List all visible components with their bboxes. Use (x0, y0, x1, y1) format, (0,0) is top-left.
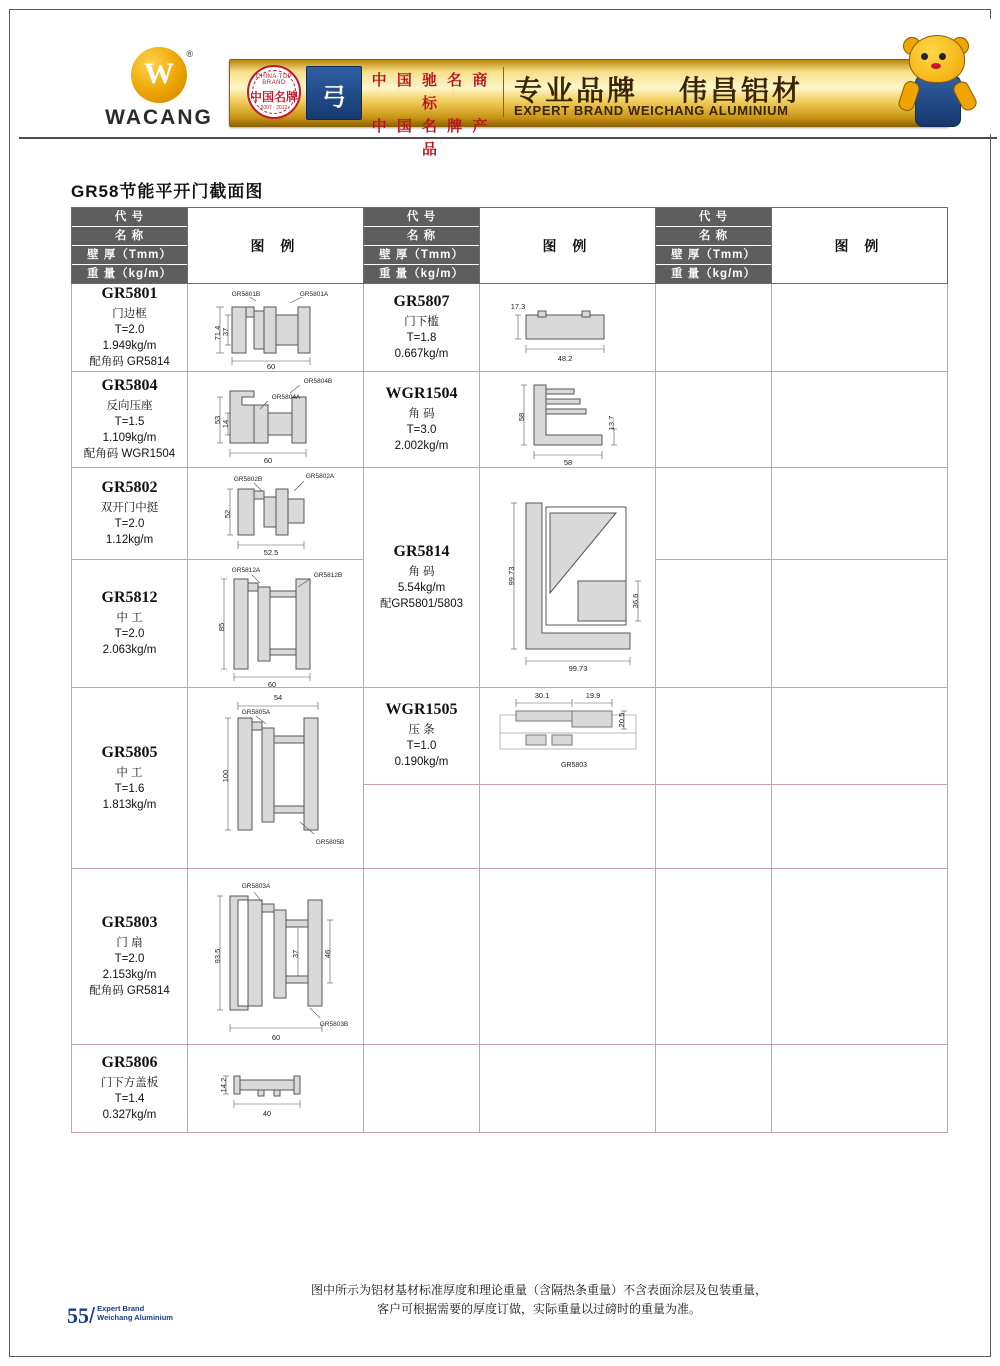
header-weight-1: 重 量（kg/m） (72, 265, 187, 283)
empty-cell (656, 869, 772, 1045)
weight-gr5807: 0.667kg/m (394, 348, 449, 360)
empty-cell (772, 468, 948, 560)
label-gr5802a: GR5802A (305, 472, 334, 480)
dim-54: 54 (273, 693, 282, 702)
extra-gr5804: 配角码 WGR1504 (83, 448, 176, 460)
dim-100: 100 (220, 769, 230, 783)
label-gr5812a: GR5812A (231, 566, 260, 574)
logo-wordmark: WACANG (105, 106, 213, 129)
weight-wgr1505: 0.190kg/m (394, 756, 449, 769)
empty-cell (656, 784, 772, 868)
drawing-gr5807 (480, 284, 656, 372)
brand-emblem-glyph: 弓 (322, 85, 346, 111)
header-name-1: 名 称 (72, 227, 187, 246)
empty-cell (772, 560, 948, 688)
name-wgr1505: 压 条 (408, 724, 435, 737)
empty-cell (772, 1045, 948, 1133)
header-figure-3: 图 例 (772, 208, 948, 284)
header-weight-2: 重 量（kg/m） (364, 265, 479, 283)
name-gr5812: 中 工 (116, 612, 143, 624)
tiger-eye-left (921, 53, 928, 60)
label-gr5803b: GR5803B (319, 1020, 348, 1028)
dim-46: 46 (322, 949, 332, 958)
empty-cell (772, 284, 948, 372)
empty-cell (480, 784, 656, 868)
weight-gr5805: 1.813kg/m (102, 798, 157, 811)
header-name-2: 名 称 (364, 227, 479, 246)
header-spec-col-2 (364, 208, 480, 284)
dim-53: 53 (212, 415, 222, 424)
spec-cell-gr5805 (72, 688, 188, 869)
header-name-3: 名 称 (656, 227, 771, 246)
thickness-gr5805: T=1.6 (114, 782, 145, 795)
thickness-gr5802: T=2.0 (114, 518, 145, 530)
china-top-brand-seal-icon (247, 65, 301, 119)
drawing-gr5803 (188, 869, 364, 1045)
mascot-tiger-icon (891, 35, 981, 135)
code-gr5814: GR5814 (393, 543, 450, 560)
header-figure-2: 图 例 (480, 208, 656, 284)
code-gr5812: GR5812 (101, 589, 158, 606)
label-gr5801b: GR5801B (231, 290, 260, 298)
page-title: GR58节能平开门截面图 (71, 182, 264, 201)
empty-cell (656, 372, 772, 468)
dim-37: 37 (290, 949, 300, 958)
spec-cell-gr5803 (72, 869, 188, 1045)
empty-cell (656, 1045, 772, 1133)
spec-cell-gr5801 (72, 284, 188, 372)
name-gr5803: 门 扇 (116, 937, 143, 949)
dim-13-7: 13.7 (606, 415, 616, 430)
code-wgr1505: WGR1505 (385, 701, 458, 719)
dim-60: 60 (266, 361, 275, 371)
spec-cell-wgr1505 (364, 688, 480, 785)
empty-cell (656, 688, 772, 785)
weight-gr5801: 1.949kg/m (102, 340, 157, 352)
dim-14-2: 14.2 (218, 1077, 228, 1092)
logo-mark-letter: W (144, 57, 174, 90)
name-gr5814: 角 码 (408, 566, 435, 578)
dim-60: 60 (267, 679, 276, 687)
dim-99-73-h: 99.73 (568, 663, 587, 673)
award-text (367, 69, 495, 161)
seal-center-text: 中国名牌 (249, 90, 298, 104)
table-header-row (72, 208, 948, 284)
dim-14: 14 (220, 419, 230, 428)
footer-note-line-1: 图中所示为铝材基材标准厚度和理论重量（含隔热条重量）不含表面涂层及包装重量， (310, 1283, 767, 1297)
name-gr5801: 门边框 (112, 308, 147, 320)
thickness-gr5803: T=2.0 (114, 953, 145, 965)
dim-99-73-v: 99.73 (506, 566, 516, 585)
code-gr5803: GR5803 (101, 914, 158, 931)
dim-19-9: 19.9 (585, 690, 600, 700)
dim-20-5: 20.5 (616, 712, 626, 728)
footer-note (189, 1281, 889, 1319)
empty-cell (656, 284, 772, 372)
empty-cell (772, 869, 948, 1045)
table-row (72, 468, 948, 560)
page-slash: / (89, 1303, 96, 1328)
weight-gr5812: 2.063kg/m (102, 644, 157, 656)
empty-cell (364, 1045, 480, 1133)
thickness-gr5812: T=2.0 (114, 628, 145, 640)
table-row (72, 1045, 948, 1133)
table-row (72, 869, 948, 1045)
extra-gr5801: 配角码 GR5814 (89, 356, 170, 368)
header-spec-col-1 (72, 208, 188, 284)
weight-gr5804: 1.109kg/m (102, 432, 157, 444)
logo-mark-icon (131, 47, 193, 103)
dim-40: 40 (262, 1108, 271, 1118)
label-gr5803a: GR5803A (241, 882, 270, 890)
thickness-wgr1505: T=1.0 (406, 740, 437, 753)
code-gr5801: GR5801 (101, 285, 158, 302)
brand-title-en: EXPERT BRAND WEICHANG ALUMINIUM (514, 103, 789, 118)
weight-gr5806: 0.327kg/m (102, 1109, 157, 1121)
header-thickness-1: 壁 厚（Tmm） (72, 246, 187, 265)
header-code-2: 代 号 (364, 208, 479, 227)
header-figure-1: 图 例 (188, 208, 364, 284)
weight-wgr1504: 2.002kg/m (394, 440, 449, 452)
extra-gr5814: 配GR5801/5803 (379, 598, 464, 610)
header-thickness-2: 壁 厚（Tmm） (364, 246, 479, 265)
drawing-gr5806 (188, 1045, 364, 1133)
registered-trademark-icon: ® (186, 49, 193, 59)
name-gr5807: 门下槛 (404, 316, 439, 328)
empty-cell (656, 560, 772, 688)
table-row (72, 372, 948, 468)
code-gr5807: GR5807 (393, 293, 450, 310)
table-row (72, 688, 948, 785)
award-line-2: 中 国 名 牌 产 品 (371, 118, 491, 158)
dim-52-5: 52.5 (263, 547, 278, 557)
weight-gr5802: 1.12kg/m (105, 534, 154, 546)
company-logo (94, 47, 224, 127)
spec-cell-wgr1504 (364, 372, 480, 468)
dim-30-1: 30.1 (534, 690, 549, 700)
footer-brand-line-1: Expert Brand (97, 1304, 145, 1313)
thickness-gr5804: T=1.5 (114, 416, 145, 428)
drawing-gr5802 (188, 468, 364, 560)
drawing-gr5801 (188, 284, 364, 372)
thickness-gr5807: T=1.8 (406, 332, 437, 344)
award-line-1: 中 国 驰 名 商 标 (371, 72, 491, 112)
thickness-gr5806: T=1.4 (114, 1093, 145, 1105)
name-gr5805: 中 工 (116, 766, 143, 779)
label-gr5805b: GR5805B (315, 839, 344, 846)
dim-37: 37 (220, 327, 230, 336)
empty-cell (480, 1045, 656, 1133)
dim-71-4: 71.4 (212, 325, 222, 340)
header-weight-3: 重 量（kg/m） (656, 265, 771, 283)
table-row (72, 284, 948, 372)
empty-cell (772, 784, 948, 868)
empty-cell (480, 869, 656, 1045)
dim-48-2: 48.2 (557, 353, 572, 363)
drawing-gr5814 (480, 468, 656, 688)
label-gr5805a: GR5805A (241, 709, 270, 716)
label-gr5812b: GR5812B (313, 571, 342, 579)
name-wgr1504: 角 码 (408, 408, 435, 420)
label-gr5803: GR5803 (560, 761, 587, 769)
dim-58-v: 58 (516, 412, 526, 421)
label-gr5804a: GR5804A (271, 393, 300, 401)
extra-gr5803: 配角码 GR5814 (89, 985, 170, 997)
footer-brand-line-2: Weichang Aluminium (97, 1313, 173, 1322)
drawing-gr5812 (188, 560, 364, 688)
spec-cell-gr5812 (72, 560, 188, 688)
spec-cell-gr5804 (72, 372, 188, 468)
code-gr5802: GR5802 (101, 479, 158, 496)
label-gr5802b: GR5802B (233, 475, 262, 483)
label-gr5801a: GR5801A (299, 290, 328, 298)
empty-cell (656, 468, 772, 560)
tiger-head (909, 35, 965, 83)
weight-gr5803: 2.153kg/m (102, 969, 157, 981)
seal-bottom-text: 2007 · 2012 (260, 105, 288, 111)
brand-name-zh: 伟昌铝材 (679, 75, 804, 106)
dim-52: 52 (222, 509, 232, 518)
code-wgr1504: WGR1504 (385, 385, 458, 402)
spec-cell-gr5807 (364, 284, 480, 372)
weight-gr5814: 5.54kg/m (397, 582, 446, 594)
header-rule (19, 137, 997, 139)
empty-cell (772, 688, 948, 785)
header-thickness-3: 壁 厚（Tmm） (656, 246, 771, 265)
empty-cell (364, 784, 480, 868)
brand-title-zh: 专业品牌 (514, 75, 639, 106)
name-gr5802: 双开门中挺 (100, 502, 159, 514)
drawing-gr5804 (188, 372, 364, 468)
spec-cell-gr5814 (364, 468, 480, 688)
dim-36-6: 36.6 (630, 593, 640, 608)
drawing-gr5805 (188, 688, 364, 869)
dim-93-5: 93.5 (212, 948, 222, 963)
empty-cell (364, 869, 480, 1045)
drawing-wgr1504 (480, 372, 656, 468)
dim-60: 60 (271, 1032, 280, 1042)
header-divider (503, 67, 504, 117)
dim-17-3: 17.3 (510, 301, 525, 311)
page-number: 55 (67, 1303, 89, 1328)
code-gr5806: GR5806 (101, 1054, 158, 1071)
header-code-3: 代 号 (656, 208, 771, 227)
header-code-1: 代 号 (72, 208, 187, 227)
brand-emblem-icon (306, 66, 362, 120)
spec-cell-gr5802 (72, 468, 188, 560)
tiger-nose (931, 63, 941, 69)
thickness-wgr1504: T=3.0 (406, 424, 437, 436)
page-footer (67, 1303, 173, 1329)
thickness-gr5801: T=2.0 (114, 324, 145, 336)
header-spec-col-3 (656, 208, 772, 284)
dim-58-h: 58 (563, 457, 572, 467)
seal-top-text: CHINA TOP BRAND (255, 74, 293, 86)
dim-85: 85 (216, 622, 226, 631)
footer-note-line-2: 客户可根据需要的厚度订做，实际重量以过磅时的重量为准。 (376, 1302, 701, 1316)
dim-60: 60 (263, 455, 272, 465)
drawing-wgr1505 (480, 688, 656, 785)
tiger-eye-right (939, 53, 946, 60)
footer-brand (97, 1304, 173, 1322)
name-gr5806: 门下方盖板 (100, 1077, 159, 1089)
code-gr5805: GR5805 (101, 743, 158, 761)
profile-table (71, 207, 948, 1133)
spec-cell-gr5806 (72, 1045, 188, 1133)
code-gr5804: GR5804 (101, 377, 158, 394)
label-gr5804b: GR5804B (303, 377, 332, 385)
empty-cell (772, 372, 948, 468)
name-gr5804: 反向压座 (106, 400, 153, 412)
page-header (19, 19, 997, 158)
